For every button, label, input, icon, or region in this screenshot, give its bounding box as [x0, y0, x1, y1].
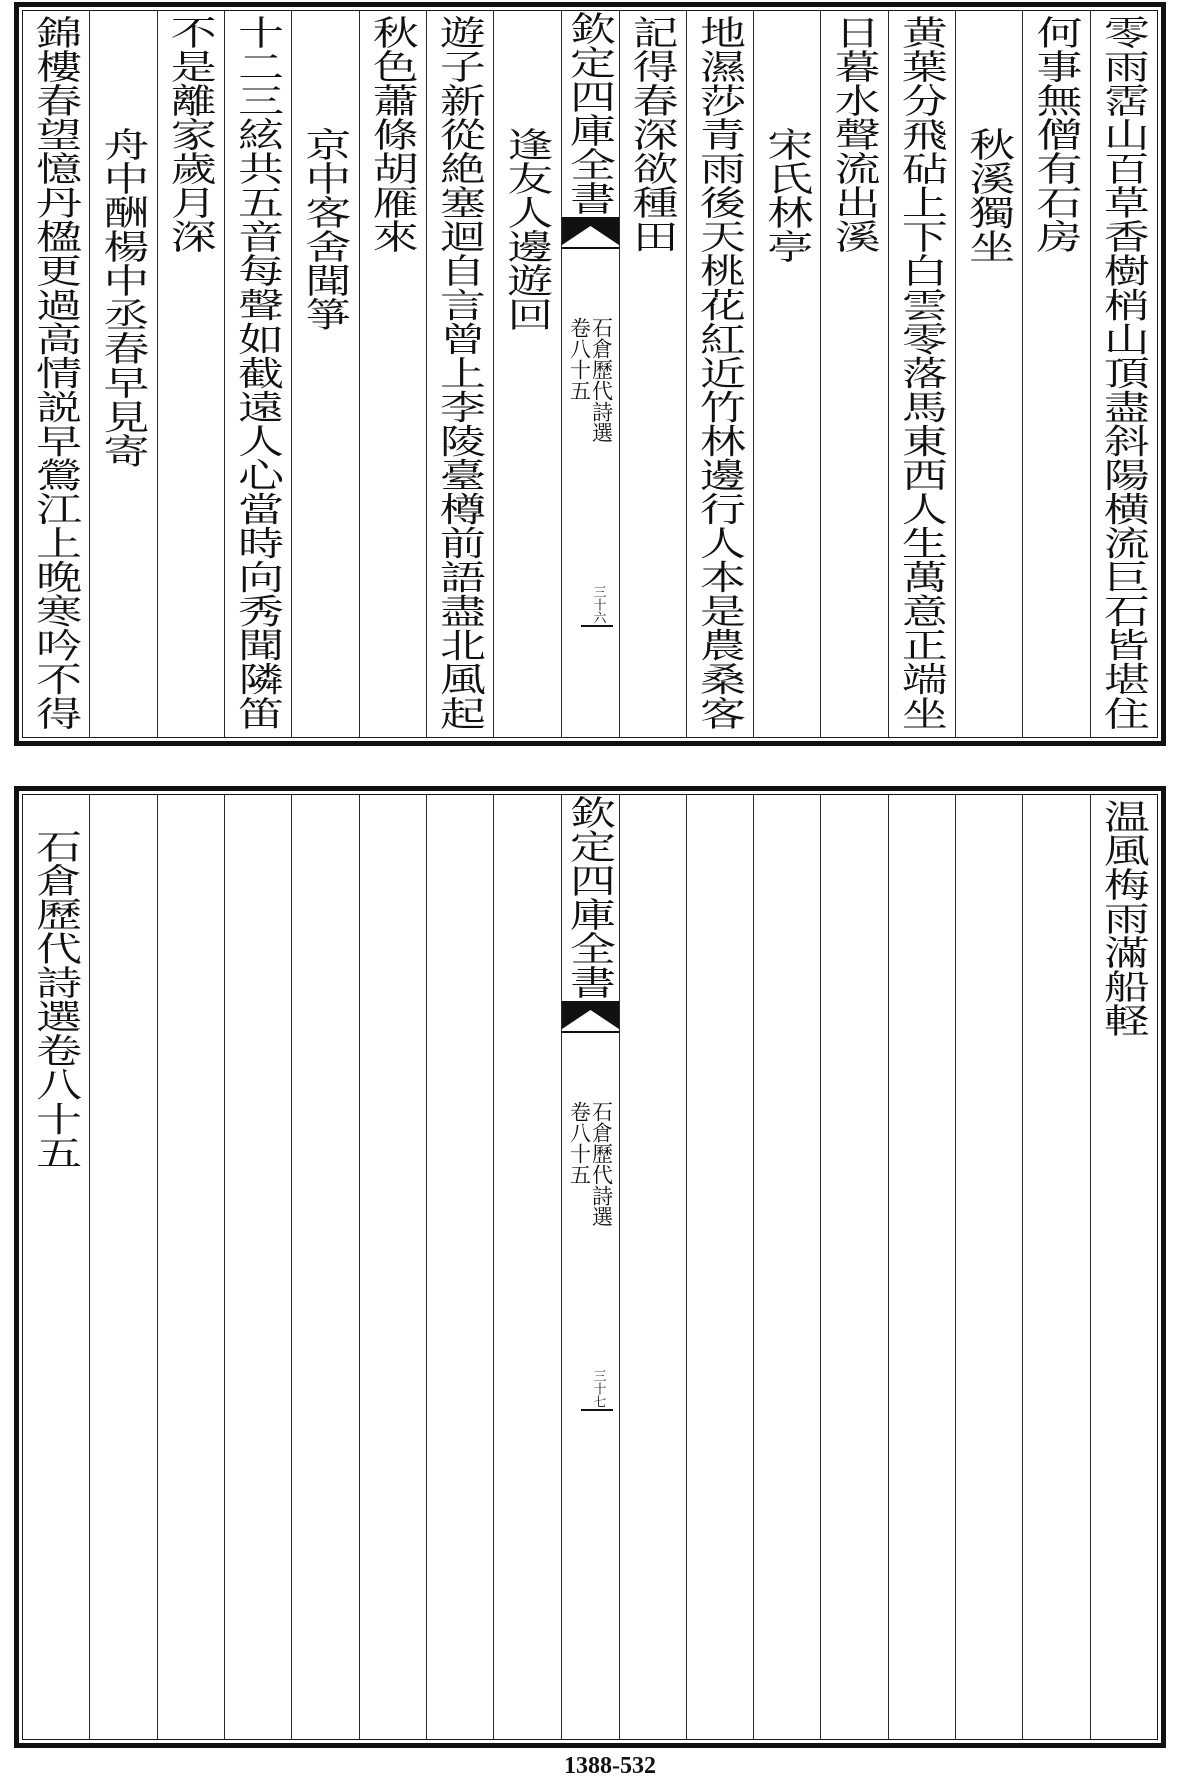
poem-title-column	[753, 11, 820, 737]
bottom-leaf	[14, 786, 1166, 1748]
empty-column	[955, 795, 1022, 1739]
center-fold-column	[561, 11, 619, 737]
text-column	[359, 11, 426, 737]
folio-rule	[581, 625, 613, 627]
empty-column	[1022, 795, 1089, 1739]
empty-column	[291, 795, 358, 1739]
text-column	[1090, 11, 1157, 737]
book-title: 石倉歷代詩選	[589, 1101, 614, 1227]
verse-line: 十二三絃共五音每聲如截遠人心當時向秀聞隣笛	[231, 15, 286, 730]
poem-title: 宋氏林亭	[760, 127, 815, 264]
poem-title-column	[493, 11, 560, 737]
series-title: 欽定四庫全書	[563, 11, 617, 216]
text-column	[1090, 795, 1157, 1739]
volume-label: 卷八十五	[567, 317, 592, 401]
empty-column	[224, 795, 291, 1739]
text-column	[888, 11, 955, 737]
center-book-info	[562, 1101, 619, 1227]
page-code: 1388-532	[564, 1753, 656, 1779]
poem-title: 秋溪獨坐	[962, 127, 1017, 264]
volume-end-column	[23, 795, 89, 1739]
poem-title: 逢友人邊遊回	[500, 127, 555, 332]
empty-column	[619, 795, 686, 1739]
folio-number: 三十六	[590, 585, 606, 624]
verse-line: 零雨霑山百草香樹梢山頂盡斜陽横流巨石皆堪住	[1096, 15, 1151, 730]
empty-column	[686, 795, 753, 1739]
series-title: 欽定四庫全書	[563, 795, 617, 1000]
text-column	[619, 11, 686, 737]
book-title: 石倉歷代詩選	[589, 317, 614, 443]
text-column	[224, 11, 291, 737]
empty-column	[359, 795, 426, 1739]
leaf-frame	[22, 794, 1158, 1740]
empty-column	[820, 795, 887, 1739]
text-column	[686, 11, 753, 737]
empty-column	[157, 795, 224, 1739]
poem-title-column	[89, 11, 156, 737]
center-book-info	[562, 317, 619, 443]
verse-line: 不是離家歲月深	[163, 15, 218, 254]
poem-title: 舟中酬楊中丞春早見寄	[96, 127, 151, 468]
verse-line: 温風梅雨滿船軽	[1096, 799, 1151, 1038]
verse-line: 錦樓春望憶丹楹更過高情説早鶯江上晚寒吟不得	[29, 15, 84, 730]
text-column	[23, 11, 89, 737]
top-leaf	[14, 2, 1166, 746]
folio-number: 三十七	[590, 1369, 606, 1408]
empty-column	[426, 795, 493, 1739]
poem-title: 京中客舍聞箏	[298, 127, 353, 332]
verse-line: 黄葉分飛砧上下白雲零落馬東西人生萬意正端坐	[894, 15, 949, 730]
poem-title-column	[291, 11, 358, 737]
text-column	[157, 11, 224, 737]
center-fold-column	[561, 795, 619, 1739]
verse-line: 何事無僧有石房	[1029, 15, 1084, 254]
leaf-frame	[22, 10, 1158, 738]
empty-column	[493, 795, 560, 1739]
fish-tail-mark	[562, 217, 619, 249]
verse-line: 遊子新從絶塞迴自言曾上李陵臺樽前語盡北風起	[433, 15, 488, 730]
text-column	[426, 11, 493, 737]
poem-title-column	[955, 11, 1022, 737]
folio-rule	[581, 1409, 613, 1411]
fish-tail-mark	[562, 1001, 619, 1033]
verse-line: 地濕莎青雨後天桃花紅近竹林邊行人本是農桑客	[692, 15, 747, 730]
text-column	[1022, 11, 1089, 737]
verse-line: 記得春深欲種田	[625, 15, 680, 254]
empty-column	[888, 795, 955, 1739]
volume-label: 卷八十五	[567, 1101, 592, 1185]
volume-end-title: 石倉歷代詩選卷八十五	[29, 829, 84, 1170]
empty-column	[89, 795, 156, 1739]
verse-line: 秋色蕭條胡雁來	[365, 15, 420, 254]
text-column	[820, 11, 887, 737]
verse-line: 日暮水聲流出溪	[827, 15, 882, 254]
empty-column	[753, 795, 820, 1739]
